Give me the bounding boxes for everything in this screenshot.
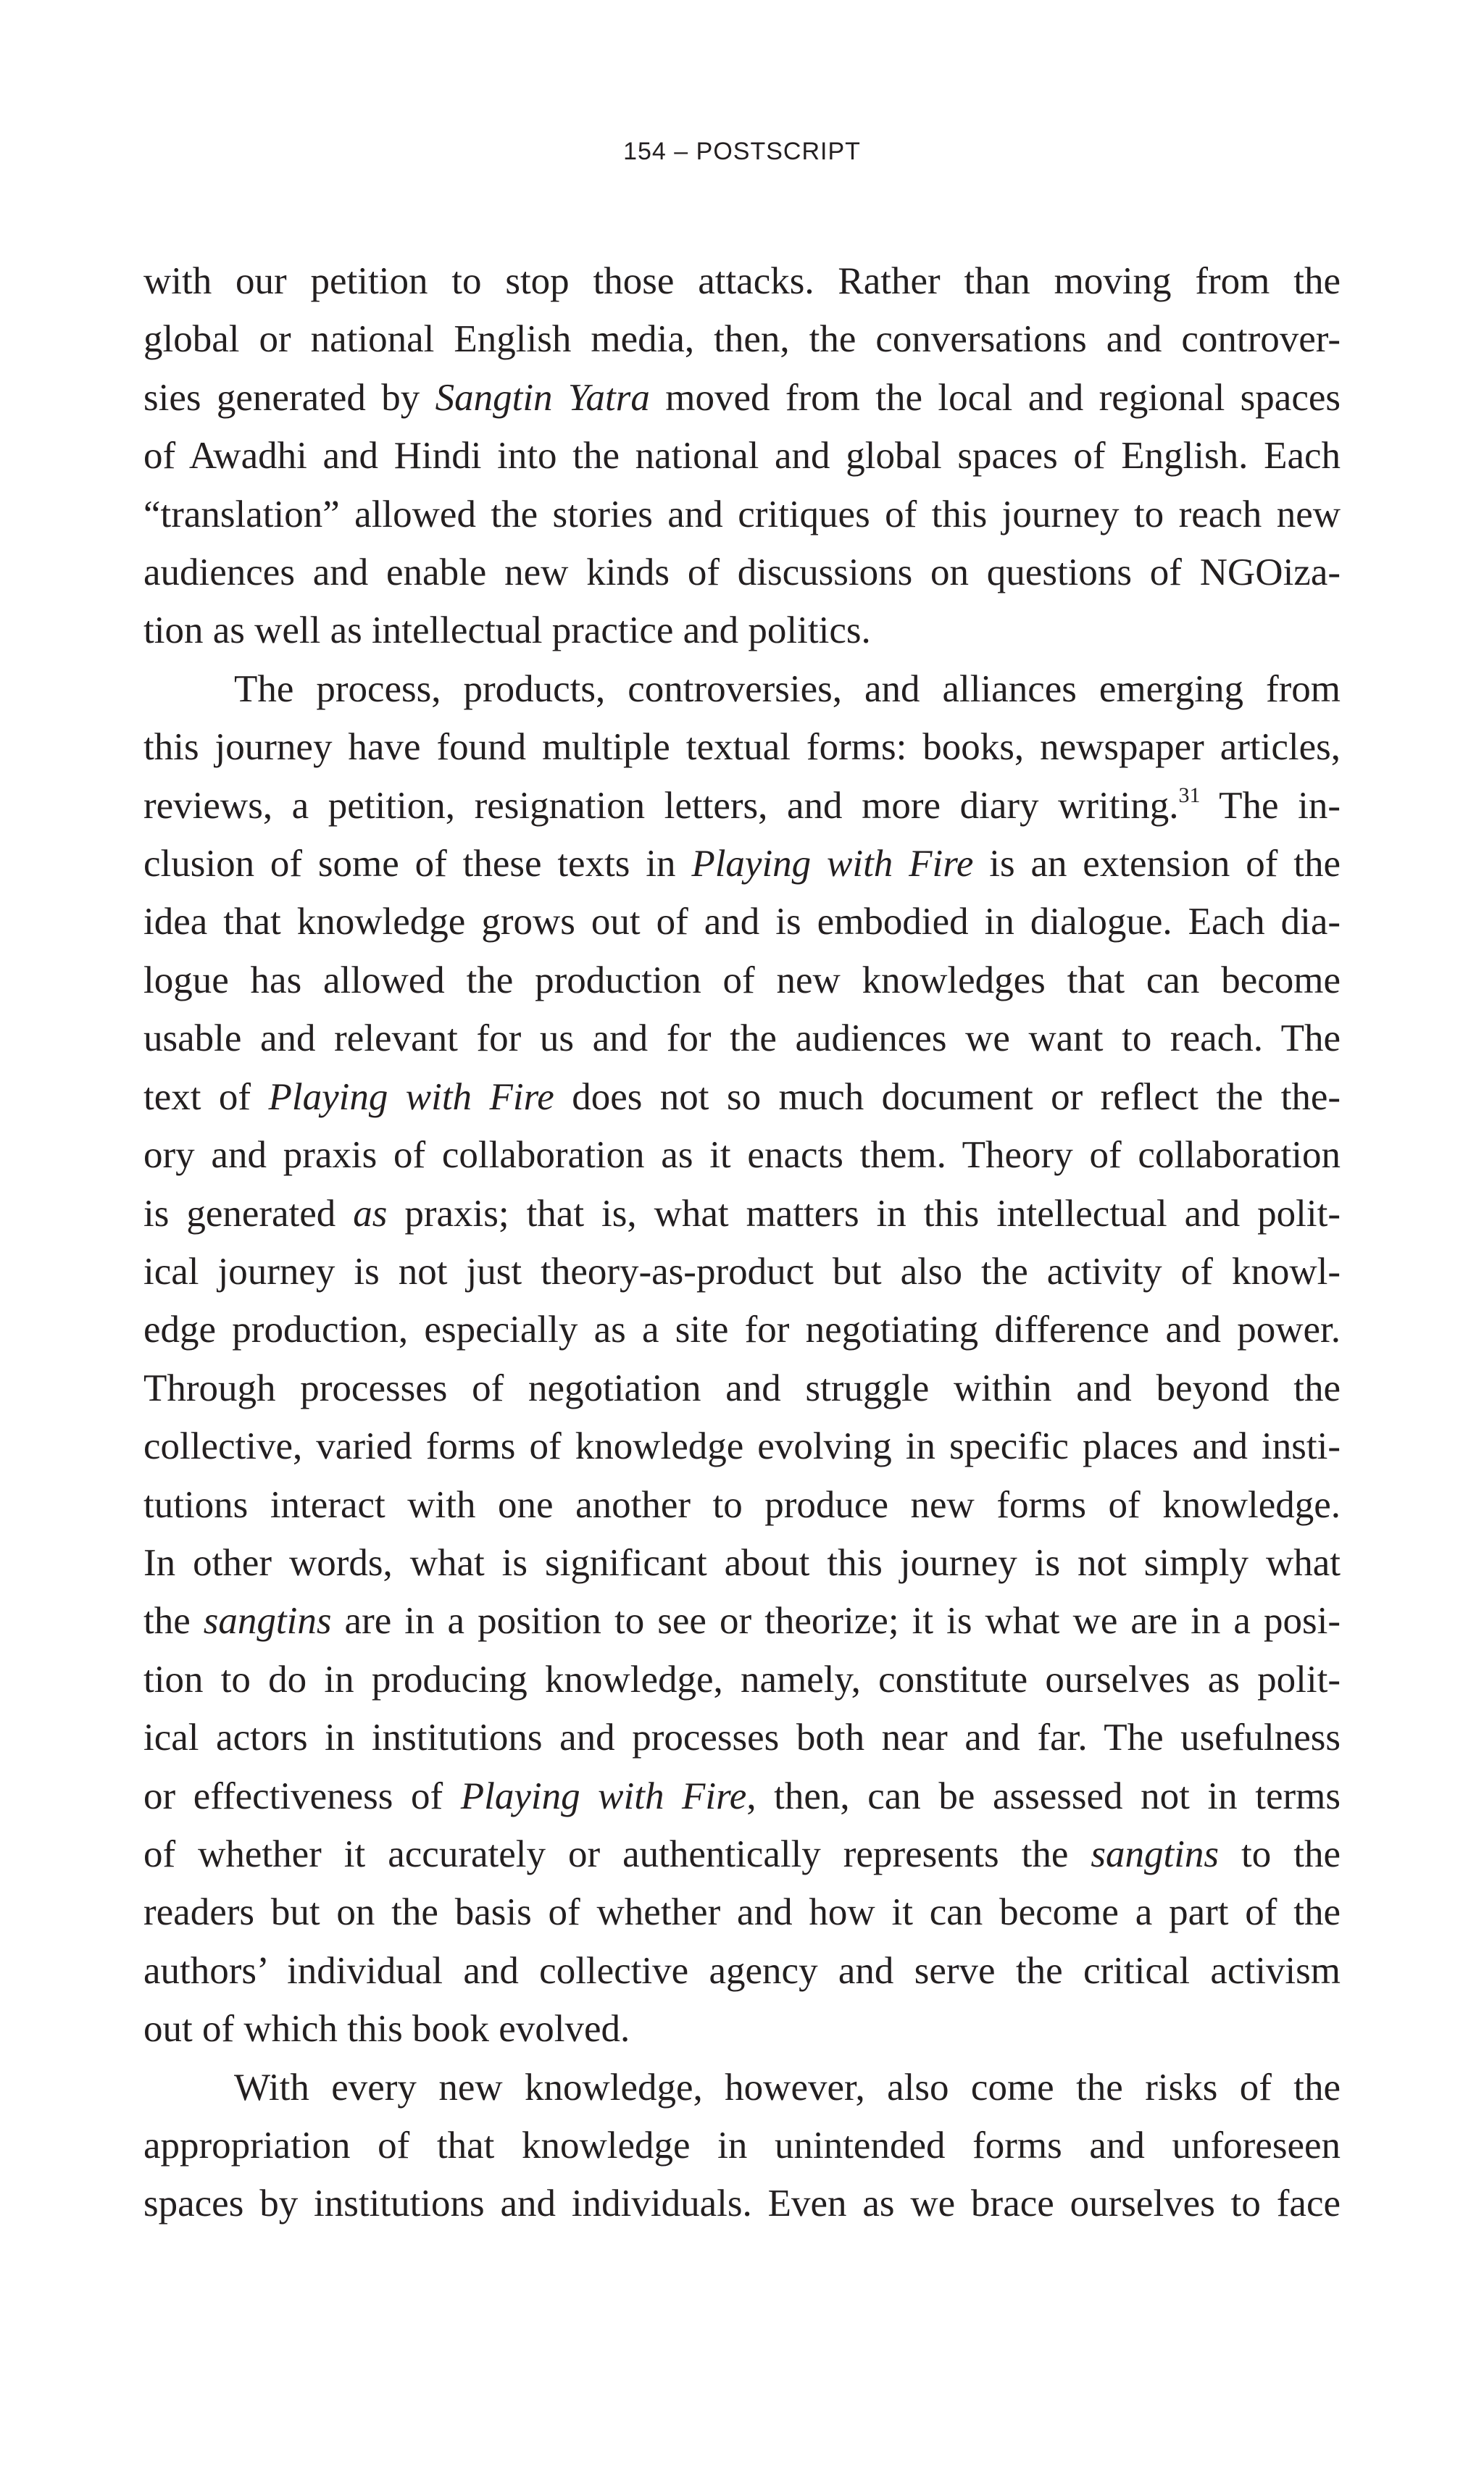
text-line: edge production, especially as a site for negotiating difference and power. <box>143 1309 1341 1351</box>
text-line: of whether it accurately or authentically represents the sangtins to the <box>143 1833 1341 1875</box>
text-line: with our petition to stop those attacks. Rather than moving from the <box>143 260 1341 302</box>
text-line: ory and praxis of collaboration as it enacts them. Theory of collaboration <box>143 1134 1341 1177</box>
paragraph-3 <box>143 2059 1341 2233</box>
body-text <box>143 252 1341 2233</box>
text-line: clusion of some of these texts in Playing with Fire is an extension of the <box>143 843 1341 885</box>
italic-text: Sangtin Yatra <box>435 376 650 419</box>
text-line: usable and relevant for us and for the audiences we want to reach. The <box>143 1017 1341 1060</box>
text-line: authors’ individual and collective agency and serve the critical activism <box>143 1949 1341 1992</box>
text-line: The process, products, controversies, and alliances emerging from <box>234 667 1341 710</box>
text-line: ical journey is not just theory-as-product but also the activity of knowl- <box>143 1250 1341 1293</box>
italic-text: Playing with Fire <box>460 1775 747 1817</box>
footnote-marker[interactable]: 31 <box>1178 783 1201 807</box>
text-line: global or national English media, then, the conversations and controver- <box>143 318 1341 361</box>
text-line: audiences and enable new kinds of discussions on questions of NGOiza- <box>143 551 1341 594</box>
text-line: spaces by institutions and individuals. Even as we brace ourselves to face <box>143 2182 1341 2225</box>
text-line: text of Playing with Fire does not so much document or reflect the the- <box>143 1075 1341 1118</box>
text-line: the sangtins are in a position to see or theorize; it is what we are in a posi- <box>143 1600 1341 1643</box>
text-line: Through processes of negotiation and struggle within and beyond the <box>143 1367 1341 1409</box>
text-line: ical actors in institutions and processes both near and far. The usefulness <box>143 1717 1341 1759</box>
text-line: With every new knowledge, however, also come the risks of the <box>234 2066 1341 2109</box>
text-line: sies generated by Sangtin Yatra moved from the local and regional spaces <box>143 376 1341 419</box>
italic-text: Playing with Fire <box>268 1075 554 1118</box>
text-line: or effectiveness of Playing with Fire, then, can be assessed not in terms <box>143 1775 1341 1817</box>
text-line: tion as well as intellectual practice and politics. <box>143 609 871 652</box>
italic-text: as <box>353 1192 388 1235</box>
text-line: appropriation of that knowledge in unintended forms and unforeseen <box>143 2125 1341 2167</box>
text-line: reviews, a petition, resignation letters, and more diary writing.$^{31}$ The in- <box>143 783 1341 827</box>
text-line: this journey have found multiple textual forms: books, newspaper articles, <box>143 726 1341 769</box>
text-line: of Awadhi and Hindi into the national and global spaces of English. Each <box>143 435 1341 478</box>
text-line: tion to do in producing knowledge, namely, constitute ourselves as polit- <box>143 1658 1341 1701</box>
text-line: tutions interact with one another to produce new forms of knowledge. <box>143 1483 1341 1526</box>
italic-text: sangtins <box>203 1600 332 1643</box>
running-head: 154 – POSTSCRIPT <box>623 138 861 165</box>
text-line: In other words, what is significant about this journey is not simply what <box>143 1541 1341 1584</box>
paragraph-2 <box>143 660 1341 2059</box>
italic-text: Playing with Fire <box>691 843 974 885</box>
text-line: out of which this book evolved. <box>143 2008 630 2051</box>
italic-text: sangtins <box>1091 1833 1220 1875</box>
text-line: “translation” allowed the stories and critiques of this journey to reach new <box>143 493 1341 535</box>
text-line: logue has allowed the production of new knowledges that can become <box>143 959 1341 1001</box>
paragraph-1 <box>143 252 1341 660</box>
text-line: collective, varied forms of knowledge evolving in specific places and insti- <box>143 1425 1341 1468</box>
text-line: is generated as praxis; that is, what matters in this intellectual and polit- <box>143 1192 1341 1235</box>
text-line: idea that knowledge grows out of and is embodied in dialogue. Each dia- <box>143 901 1341 943</box>
text-line: readers but on the basis of whether and how it can become a part of the <box>143 1891 1341 1934</box>
